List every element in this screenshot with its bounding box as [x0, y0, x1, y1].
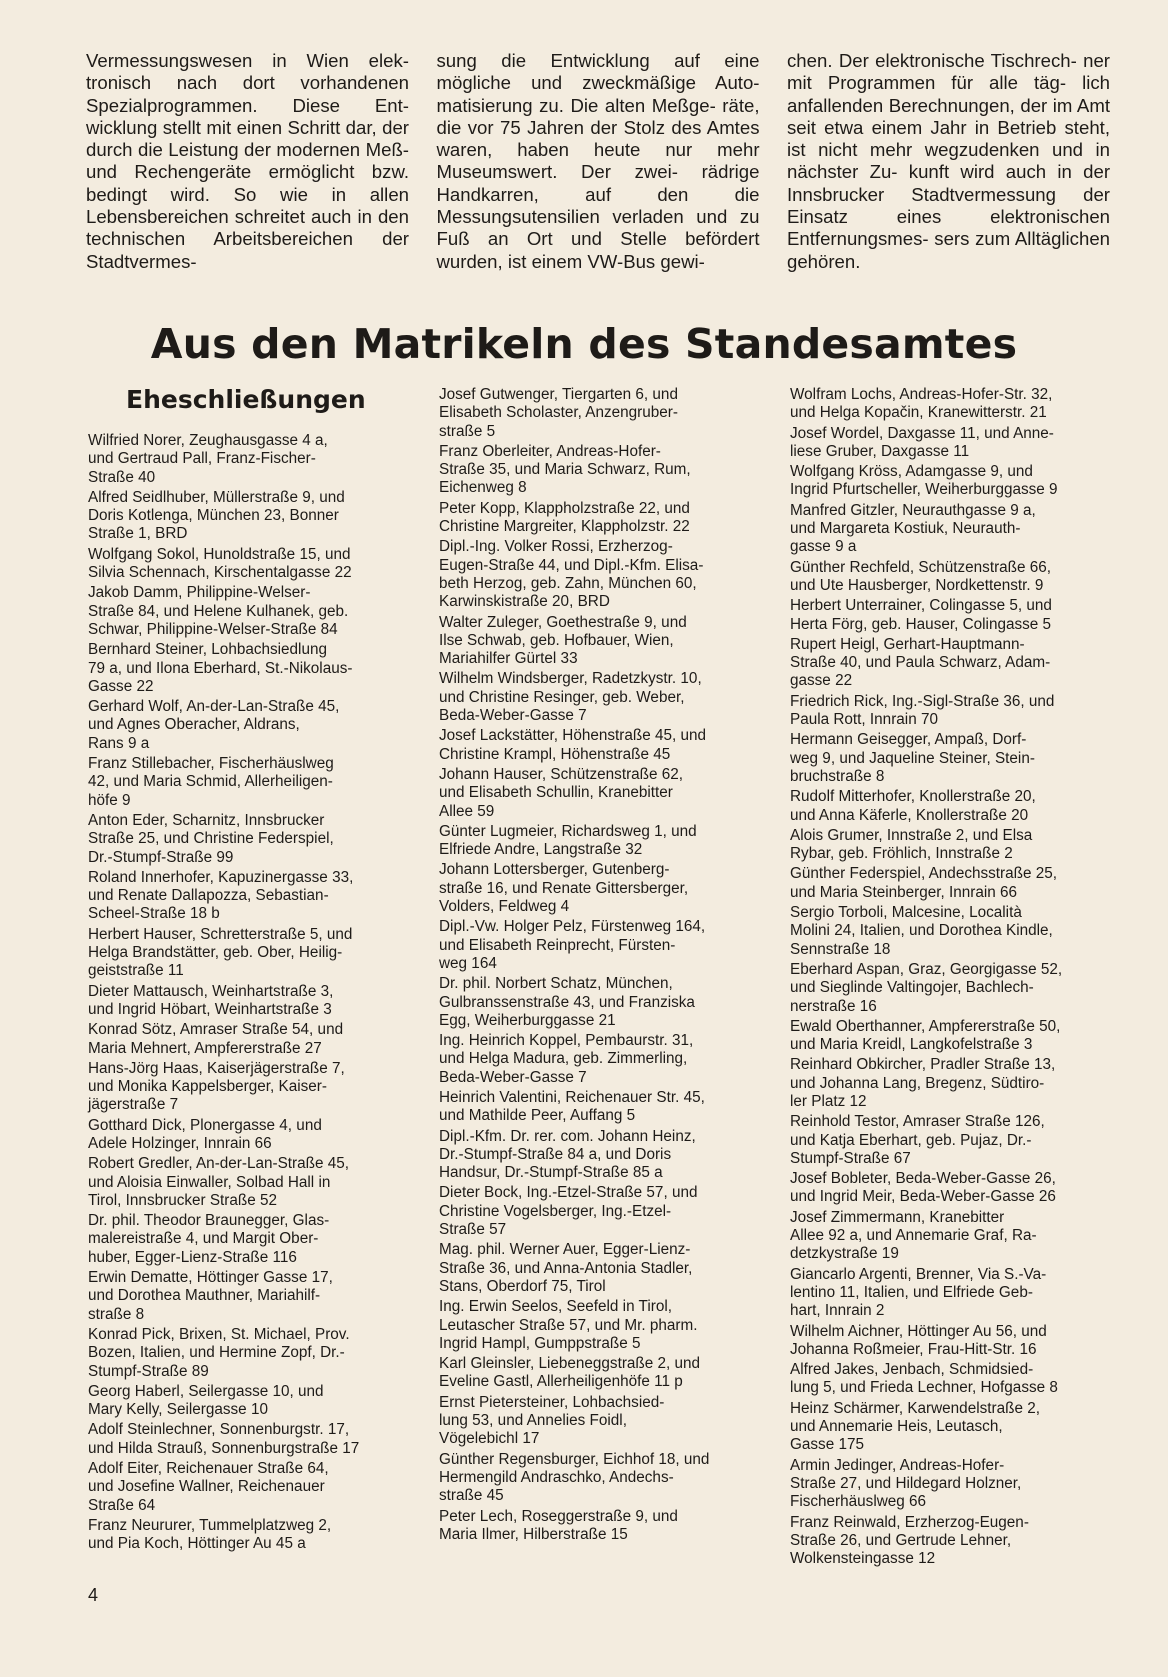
marriage-entry: [439, 443, 757, 498]
entry-line: Rudolf Mitterhofer, Knollerstraße 20,: [790, 788, 1036, 806]
entry-line: ler Platz 12: [790, 1092, 867, 1110]
entry-line: Armin Jedinger, Andreas-Hofer-: [790, 1456, 1005, 1474]
entry-line: und Hilda Strauß, Sonnenburgstraße 17: [88, 1439, 360, 1457]
entry-line: Mary Kelly, Seilergasse 10: [88, 1401, 268, 1419]
entry-line: und Dorothea Mauthner, Mariahilf-: [88, 1287, 321, 1305]
entry-line: Straße 40: [88, 468, 156, 486]
entry-line: Sergio Torboli, Malcesine, Località: [790, 904, 1022, 922]
marriage-entry: [88, 1421, 406, 1458]
marriage-entry: [439, 975, 757, 1030]
marriage-entry: [790, 827, 1108, 864]
marriage-entry: [790, 731, 1108, 786]
entry-line: Gasse 175: [790, 1436, 864, 1454]
entry-line: Ernst Pietersteiner, Lohbachsied-: [439, 1393, 665, 1411]
entry-line: Wolkensteingasse 12: [790, 1550, 936, 1568]
marriage-entry: [439, 1128, 757, 1183]
entry-line: Erwin Dematte, Höttinger Gasse 17,: [88, 1269, 333, 1287]
entry-line: Dipl.-Kfm. Dr. rer. com. Johann Heinz,: [439, 1127, 696, 1145]
entry-line: und Ute Hausberger, Nordkettenstr. 9: [790, 576, 1044, 594]
entry-line: Günther Federspiel, Andechsstraße 25,: [790, 865, 1057, 883]
entry-line: Josef Wordel, Daxgasse 11, und Anne-: [790, 424, 1054, 442]
entry-line: Johann Lottersberger, Gutenberg-: [439, 861, 670, 879]
entry-line: Dipl.-Vw. Holger Pelz, Fürstenweg 164,: [439, 918, 706, 936]
marriage-entry: [790, 1514, 1108, 1569]
entry-line: Beda-Weber-Gasse 7: [439, 707, 587, 725]
entry-line: und Maria Kreidl, Langkofelstraße 3: [790, 1036, 1033, 1054]
entry-line: Dieter Mattausch, Weinhartstraße 3,: [88, 982, 334, 1000]
entry-line: Ing. Erwin Seelos, Seefeld in Tirol,: [439, 1298, 672, 1316]
entry-line: straße 8: [88, 1305, 145, 1323]
entry-line: Reinhard Obkircher, Pradler Straße 13,: [790, 1056, 1056, 1074]
marriage-entry: [790, 386, 1108, 423]
entry-line: Karwinskistraße 20, BRD: [439, 593, 610, 611]
register-column-2: [439, 386, 757, 1570]
entry-line: Jakob Damm, Philippine-Welser-: [88, 584, 311, 602]
entry-line: höfe 9: [88, 791, 131, 809]
entry-line: hart, Innrain 2: [790, 1302, 885, 1320]
intro-line: rädrige Handkarren, auf den die: [436, 161, 760, 205]
intro-line: schreitet auch in den technischen: [86, 206, 409, 250]
entry-line: und Elisabeth Reinprecht, Fürsten-: [439, 936, 676, 954]
marriage-entry: [88, 926, 406, 981]
marriage-entry: [88, 584, 406, 639]
marriage-entry: [439, 1298, 757, 1353]
entry-line: und Maria Steinberger, Innrain 66: [790, 883, 1018, 901]
entry-line: Ewald Oberthanner, Ampfererstraße 50,: [790, 1017, 1061, 1035]
marriage-entry: [439, 386, 757, 441]
entry-line: Wilhelm Windsberger, Radetzkystr. 10,: [439, 670, 702, 688]
marriage-entry: [439, 766, 757, 821]
entry-line: und Renate Dallapozza, Sebastian-: [88, 887, 329, 905]
intro-line: mögliche und zweckmäßige Auto-: [436, 72, 760, 94]
intro-paragraph: [787, 50, 1110, 273]
intro-line: nur mehr Museumswert. Der zwei-: [436, 139, 760, 183]
marriage-register: [88, 386, 1108, 1570]
entry-line: Allee 59: [439, 802, 495, 820]
entry-line: Franz Oberleiter, Andreas-Hofer-: [439, 442, 661, 460]
intro-line: tronisch nach dort vorhandenen: [86, 72, 409, 94]
entry-line: und Gertraud Pall, Franz-Fischer-: [88, 450, 316, 468]
intro-line: modernen Meß- und Rechengeräte: [86, 139, 410, 183]
entry-line: huber, Egger-Lienz-Straße 116: [88, 1248, 297, 1266]
entry-line: lentino 11, Italien, und Elfriede Geb-: [790, 1283, 1033, 1301]
marriage-entry: [88, 1326, 406, 1381]
entry-line: Eugen-Straße 44, und Dipl.-Kfm. Elisa-: [439, 556, 704, 574]
entry-line: und Agnes Oberacher, Aldrans,: [88, 716, 300, 734]
marriage-entry: [88, 812, 406, 867]
entry-line: Konrad Pick, Brixen, St. Michael, Prov.: [88, 1325, 350, 1343]
entry-line: Wilhelm Aichner, Höttinger Au 56, und: [790, 1322, 1047, 1340]
marriage-entry: [88, 1155, 406, 1210]
entry-line: Schwar, Philippine-Welser-Straße 84: [88, 620, 338, 638]
entry-line: Sennstraße 18: [790, 940, 891, 958]
intro-line: der im Amt seit etwa einem Jahr: [787, 94, 1110, 138]
entry-line: Bozen, Italien, und Hermine Zopf, Dr.-: [88, 1344, 345, 1362]
marriage-entry: [439, 727, 757, 764]
entry-line: Fischerhäuslweg 66: [790, 1493, 927, 1511]
entry-line: straße 5: [439, 422, 496, 440]
entry-line: malereistraße 4, und Margit Ober-: [88, 1230, 319, 1248]
entry-line: Franz Stillebacher, Fischerhäuslweg: [88, 755, 334, 773]
entry-line: Franz Neururer, Tummelplatzweg 2,: [88, 1516, 332, 1534]
entry-line: Beda-Weber-Gasse 7: [439, 1068, 587, 1086]
entry-line: und Anna Käferle, Knollerstraße 20: [790, 806, 1029, 824]
marriage-entry: [439, 1508, 757, 1545]
entry-line: Peter Kopp, Klappholzstraße 22, und: [439, 499, 690, 517]
intro-line: wegzudenken und in nächster Zu-: [787, 139, 1110, 183]
entry-line: und Josefine Wallner, Reichenauer: [88, 1478, 325, 1496]
entry-line: Josef Lackstätter, Höhenstraße 45, und: [439, 727, 707, 745]
entry-line: Maria Mehnert, Ampfererstraße 27: [88, 1039, 322, 1057]
entry-line: Helga Brandstätter, geb. Ober, Heilig-: [88, 944, 343, 962]
entry-line: Günther Rechfeld, Schützenstraße 66,: [790, 558, 1052, 576]
entry-line: Hermengild Andraschko, Andechs-: [439, 1468, 674, 1486]
entry-line: Adolf Eiter, Reichenauer Straße 64,: [88, 1460, 329, 1478]
entry-line: Straße 35, und Maria Schwarz, Rum,: [439, 461, 691, 479]
entry-line: jägerstraße 7: [88, 1096, 179, 1114]
entry-line: Straße 40, und Paula Schwarz, Adam-: [790, 654, 1051, 672]
marriage-entry: [88, 1517, 406, 1554]
entry-line: Elisabeth Scholaster, Anzengruber-: [439, 404, 678, 422]
entry-line: Stans, Oberdorf 75, Tirol: [439, 1277, 606, 1295]
section-heading: Eheschließungen: [126, 385, 366, 414]
marriage-entry: [790, 961, 1108, 1016]
entry-line: weg 164: [439, 954, 497, 972]
entry-line: Dr.-Stumpf-Straße 99: [88, 848, 234, 866]
entry-line: Mag. phil. Werner Auer, Egger-Lienz-: [439, 1241, 691, 1259]
entry-line: Straße 1, BRD: [88, 525, 188, 543]
intro-line: chen. Der elektronische Tischrech-: [787, 50, 1077, 71]
marriage-entry: [439, 538, 757, 611]
intro-line: Spezialprogrammen. Diese Ent-: [86, 94, 409, 116]
entry-line: Egg, Weiherburggasse 21: [439, 1011, 616, 1029]
intro-line: zu Fuß an Ort und Stelle befördert: [436, 206, 760, 250]
entry-line: und Ingrid Höbart, Weinhartstraße 3: [88, 1000, 332, 1018]
entry-line: Giancarlo Argenti, Brenner, Via S.-Va-: [790, 1265, 1047, 1283]
entry-line: Alfred Seidlhuber, Müllerstraße 9, und: [88, 488, 345, 506]
marriage-entry: [439, 1355, 757, 1392]
entry-line: 79 a, und Ilona Eberhard, St.-Nikolaus-: [88, 659, 353, 677]
entry-line: Eichenweg 8: [439, 479, 527, 497]
entry-line: Handsur, Dr.-Stumpf-Straße 85 a: [439, 1164, 663, 1182]
intro-line: Stadtvermessung der Einsatz eines: [787, 183, 1110, 228]
marriage-entry: [790, 693, 1108, 730]
entry-line: Peter Lech, Roseggerstraße 9, und: [439, 1507, 678, 1525]
marriage-entry: [790, 1209, 1108, 1264]
entry-line: Dipl.-Ing. Volker Rossi, Erzherzog-: [439, 538, 673, 556]
marriage-entry: [439, 918, 757, 973]
entry-line: Straße 27, und Hildegard Holzner,: [790, 1474, 1022, 1492]
entry-line: Christine Margreiter, Klappholzstr. 22: [439, 518, 690, 536]
marriage-entry: [790, 865, 1108, 902]
entry-line: Wilfried Norer, Zeughausgasse 4 a,: [88, 432, 328, 449]
entry-line: und Helga Madura, geb. Zimmerling,: [439, 1050, 688, 1068]
page-title: Aus den Matrikeln des Standesamtes: [150, 320, 1018, 368]
marriage-entry: [88, 641, 406, 696]
entry-line: Eveline Gastl, Allerheiligenhöfe 11 p: [439, 1373, 683, 1391]
entry-line: und Mathilde Peer, Auffang 5: [439, 1107, 636, 1125]
marriage-entry: [88, 432, 406, 487]
entry-line: Herta Förg, geb. Hauser, Colingasse 5: [790, 615, 1052, 633]
entry-line: und Margareta Kostiuk, Neurauth-: [790, 520, 1021, 538]
entry-line: Josef Gutwenger, Tiergarten 6, und: [439, 386, 678, 403]
entry-line: Scheel-Straße 18 b: [88, 905, 220, 923]
entry-line: lung 5, und Frieda Lechner, Hofgasse 8: [790, 1379, 1058, 1397]
intro-line: in Betrieb steht, ist nicht mehr: [787, 116, 1110, 161]
intro-column-3: [787, 50, 1110, 273]
entry-line: beth Herzog, geb. Zahn, München 60,: [439, 574, 697, 592]
entry-line: geiststraße 11: [88, 962, 184, 980]
entry-line: Ilse Schwab, geb. Hofbauer, Wien,: [439, 631, 674, 649]
intro-paragraph: [86, 50, 409, 273]
entry-line: Volders, Feldweg 4: [439, 898, 570, 916]
marriage-entry: [439, 823, 757, 860]
marriage-entry: [439, 1032, 757, 1087]
entry-line: Straße 84, und Helene Kulhanek, geb.: [88, 602, 349, 620]
marriage-entry: [790, 1266, 1108, 1321]
entry-line: Maria Ilmer, Hilberstraße 15: [439, 1525, 628, 1543]
marriage-entry: [439, 1241, 757, 1296]
entry-line: Paula Rott, Innrain 70: [790, 711, 938, 729]
marriage-entry: [88, 1021, 406, 1058]
entry-line: nerstraße 16: [790, 997, 877, 1015]
entry-line: Josef Bobleter, Beda-Weber-Gasse 26,: [790, 1170, 1056, 1188]
intro-line: wicklung stellt mit einen Schritt: [86, 116, 341, 138]
entry-line: Molini 24, Italien, und Dorothea Kindle,: [790, 922, 1053, 940]
register-column-3: [790, 386, 1108, 1570]
entry-line: Dieter Bock, Ing.-Etzel-Straße 57, und: [439, 1184, 698, 1202]
marriage-entry: [790, 1018, 1108, 1055]
entry-line: Wolfgang Sokol, Hunoldstraße 15, und: [88, 545, 351, 563]
entry-line: Straße 57: [439, 1221, 507, 1239]
intro-line: des Amtes waren, haben heute: [436, 116, 760, 161]
marriage-entry: [439, 1089, 757, 1126]
entry-line: Dr. phil. Theodor Braunegger, Glas-: [88, 1212, 330, 1230]
marriage-entry: [439, 670, 757, 725]
marriage-entry: [790, 904, 1108, 959]
marriage-entry: [88, 983, 406, 1020]
register-column-1: [88, 386, 406, 1570]
entry-line: Hans-Jörg Haas, Kaiserjägerstraße 7,: [88, 1059, 345, 1077]
entry-line: Franz Reinwald, Erzherzog-Eugen-: [790, 1513, 1029, 1531]
entry-line: und Johanna Lang, Bregenz, Südtiro-: [790, 1074, 1045, 1092]
entry-line: Leutascher Straße 57, und Mr. pharm.: [439, 1316, 698, 1334]
entry-line: Doris Kotlenga, München 23, Bonner: [88, 507, 339, 525]
intro-line: ermöglicht bzw. bedingt wird.: [86, 161, 410, 205]
marriage-entry: [88, 1117, 406, 1154]
page-number: 4: [88, 1585, 99, 1605]
intro-line: So wie in allen Lebensbereichen: [86, 183, 409, 228]
entry-line: Dr.-Stumpf-Straße 84 a, und Doris: [439, 1145, 672, 1163]
entry-line: Hermann Geisegger, Ampaß, Dorf-: [790, 731, 1027, 749]
entry-line: Walter Zuleger, Goethestraße 9, und: [439, 613, 687, 631]
marriage-entry: [790, 502, 1108, 557]
marriage-entry: [790, 1170, 1108, 1207]
marriage-entry: [439, 861, 757, 916]
marriage-entry: [88, 489, 406, 544]
entry-line: und Monika Kappelsberger, Kaiser-: [88, 1078, 327, 1096]
entry-line: Silvia Schennach, Kirschentalgasse 22: [88, 564, 352, 582]
entry-line: Johanna Roßmeier, Frau-Hitt-Str. 16: [790, 1340, 1037, 1358]
marriage-entry: [790, 788, 1108, 825]
entry-line: 42, und Maria Schmid, Allerheiligen-: [88, 773, 333, 791]
marriage-entry: [439, 614, 757, 669]
entry-line: Stumpf-Straße 67: [790, 1149, 911, 1167]
intro-column-1: [86, 50, 409, 273]
marriage-entry: [790, 1457, 1108, 1512]
entry-line: Vögelebichl 17: [439, 1430, 540, 1448]
entry-line: Straße 36, und Anna-Antonia Stadler,: [439, 1259, 693, 1277]
marriage-entry: [439, 1394, 757, 1449]
intro-paragraph: [437, 50, 760, 273]
intro-line: lich anfallenden Berechnungen,: [787, 72, 1110, 116]
entry-line: straße 16, und Renate Gittersberger,: [439, 879, 689, 897]
entry-line: Gasse 22: [88, 677, 154, 695]
intro-text: [86, 50, 1110, 273]
entry-line: gasse 22: [790, 672, 853, 690]
entry-line: Rupert Heigl, Gerhart-Hauptmann-: [790, 635, 1025, 653]
entry-line: und Aloisia Einwaller, Solbad Hall in: [88, 1173, 331, 1191]
entry-line: detzkystraße 19: [790, 1245, 899, 1263]
entry-line: liese Gruber, Daxgasse 11: [790, 442, 970, 460]
marriage-entry: [88, 869, 406, 924]
entry-line: Günther Regensburger, Eichhof 18, und: [439, 1450, 710, 1468]
entry-line: Allee 92 a, und Annemarie Graf, Ra-: [790, 1227, 1037, 1245]
entry-line: Gotthard Dick, Plonergasse 4, und: [88, 1116, 322, 1134]
entry-line: und Ingrid Meir, Beda-Weber-Gasse 26: [790, 1188, 1056, 1206]
entry-line: Konrad Sötz, Amraser Straße 54, und: [88, 1021, 344, 1039]
entry-line: Mariahilfer Gürtel 33: [439, 650, 578, 668]
marriage-entry: [439, 500, 757, 537]
entry-line: weg 9, und Jaqueline Steiner, Stein-: [790, 749, 1035, 767]
entry-line: Rybar, geb. Fröhlich, Innstraße 2: [790, 845, 1013, 863]
marriage-entry: [790, 463, 1108, 500]
marriage-entry: [790, 1056, 1108, 1111]
entry-line: Rans 9 a: [88, 734, 150, 752]
intro-line: räte, die vor 75 Jahren der Stolz: [436, 94, 760, 138]
intro-line: Messungsutensilien verladen und: [436, 206, 728, 228]
entry-line: Wolfgang Kröss, Adamgasse 9, und: [790, 463, 1033, 481]
entry-line: Straße 25, und Christine Federspiel,: [88, 830, 334, 848]
entry-line: Alfred Jakes, Jenbach, Schmidsied-: [790, 1361, 1034, 1379]
entry-line: Ingrid Hampl, Gumppstraße 5: [439, 1334, 641, 1352]
marriage-entry: [790, 1323, 1108, 1360]
intro-line: Arbeitsbereichen der Stadtvermes-: [86, 228, 410, 272]
entry-line: lung 53, und Annelies Foidl,: [439, 1412, 627, 1430]
entry-line: Tirol, Innsbrucker Straße 52: [88, 1191, 278, 1209]
marriage-entry: [790, 636, 1108, 691]
marriage-entry: [88, 1212, 406, 1267]
entry-line: Karl Gleinsler, Liebeneggstraße 2, und: [439, 1355, 701, 1373]
entry-line: Herbert Hauser, Schretterstraße 5, und: [88, 925, 353, 943]
marriage-entry: [88, 698, 406, 753]
entry-line: Adele Holzinger, Innrain 66: [88, 1134, 272, 1152]
entry-line: Johann Hauser, Schützenstraße 62,: [439, 765, 684, 783]
entry-line: Günter Lugmeier, Richardsweg 1, und: [439, 822, 697, 840]
intro-line: elektronischen Entfernungsmes-: [787, 206, 1111, 250]
entry-line: Eberhard Aspan, Graz, Georgigasse 52,: [790, 960, 1063, 978]
intro-column-2: [437, 50, 760, 273]
entry-line: Ing. Heinrich Koppel, Pembaurstr. 31,: [439, 1032, 694, 1050]
intro-line: dar, der durch die Leistung der: [86, 116, 409, 161]
entry-line: Robert Gredler, An-der-Lan-Straße 45,: [88, 1155, 350, 1173]
entry-line: Bernhard Steiner, Lohbachsiedlung: [88, 641, 327, 659]
entry-line: Josef Zimmermann, Kranebitter: [790, 1208, 1005, 1226]
entry-line: Christine Vogelsberger, Ing.-Etzel-: [439, 1202, 672, 1220]
entry-line: Wolfram Lochs, Andreas-Hofer-Str. 32,: [790, 386, 1053, 403]
marriage-entry: [790, 559, 1108, 596]
marriage-entry: [439, 1184, 757, 1239]
marriage-entry: [88, 1460, 406, 1515]
intro-line: sers zum Alltäglichen gehören.: [787, 228, 1111, 272]
marriage-entry: [88, 1269, 406, 1324]
marriage-entry: [790, 597, 1108, 634]
entry-line: Heinz Schärmer, Karwendelstraße 2,: [790, 1399, 1040, 1417]
entry-line: Straße 64: [88, 1496, 156, 1514]
entry-line: Christine Krampl, Höhenstraße 45: [439, 745, 671, 763]
entry-line: Gerhard Wolf, An-der-Lan-Straße 45,: [88, 698, 340, 716]
marriage-entry: [790, 1361, 1108, 1398]
entry-line: straße 45: [439, 1487, 504, 1505]
intro-line: wurden, ist einem VW-Bus gewi-: [436, 250, 705, 272]
entry-line: und Helga Kopačin, Kranewitterstr. 21: [790, 404, 1047, 422]
entry-line: bruchstraße 8: [790, 767, 885, 785]
entry-line: Ingrid Pfurtscheller, Weiherburggasse 9: [790, 481, 1058, 499]
entry-line: Dr. phil. Norbert Schatz, München,: [439, 975, 673, 993]
entry-line: und Elisabeth Schullin, Kranebitter: [439, 784, 673, 802]
intro-line: Vermessungswesen in Wien elek-: [86, 50, 409, 71]
intro-line: ner mit Programmen für alle täg-: [787, 50, 1110, 94]
entry-line: und Pia Koch, Höttinger Au 45 a: [88, 1535, 306, 1553]
marriage-entry: [790, 1400, 1108, 1455]
entry-line: Reinhold Testor, Amraser Straße 126,: [790, 1113, 1045, 1131]
intro-line: sung die Entwicklung auf eine: [436, 50, 760, 71]
entry-line: gasse 9 a: [790, 538, 857, 556]
entry-line: Georg Haberl, Seilergasse 10, und: [88, 1382, 324, 1400]
entry-line: Friedrich Rick, Ing.-Sigl-Straße 36, und: [790, 692, 1055, 710]
marriage-entry: [439, 1451, 757, 1506]
entry-line: Heinrich Valentini, Reichenauer Str. 45,: [439, 1088, 705, 1106]
entry-line: Stumpf-Straße 89: [88, 1362, 209, 1380]
intro-line: kunft wird auch in der Innsbrucker: [787, 161, 1111, 205]
marriage-entry: [88, 546, 406, 583]
intro-line: matisierung zu. Die alten Meßge-: [436, 94, 716, 116]
marriage-entry: [88, 1060, 406, 1115]
entry-line: Adolf Steinlechner, Sonnenburgstr. 17,: [88, 1421, 350, 1439]
entry-line: Herbert Unterrainer, Colingasse 5, und: [790, 597, 1052, 615]
entry-line: Manfred Gitzler, Neurauthgasse 9 a,: [790, 501, 1036, 519]
marriage-entry: [790, 425, 1108, 462]
entry-line: und Katja Eberhart, geb. Pujaz, Dr.-: [790, 1131, 1032, 1149]
entry-line: Elfriede Andre, Langstraße 32: [439, 841, 643, 859]
entry-line: und Christine Resinger, geb. Weber,: [439, 688, 685, 706]
entry-line: Anton Eder, Scharnitz, Innsbrucker: [88, 811, 325, 829]
entry-line: Straße 26, und Gertrude Lehner,: [790, 1531, 1012, 1549]
entry-line: Gulbranssenstraße 43, und Franziska: [439, 993, 695, 1011]
entry-line: und Sieglinde Valtingojer, Bachlech-: [790, 979, 1034, 997]
marriage-entry: [88, 755, 406, 810]
entry-line: Alois Grumer, Innstraße 2, und Elsa: [790, 826, 1033, 844]
marriage-entry: [88, 1383, 406, 1420]
entry-line: und Annemarie Heis, Leutasch,: [790, 1418, 1003, 1436]
entry-line: Roland Innerhofer, Kapuzinergasse 33,: [88, 868, 354, 886]
marriage-entry: [790, 1113, 1108, 1168]
